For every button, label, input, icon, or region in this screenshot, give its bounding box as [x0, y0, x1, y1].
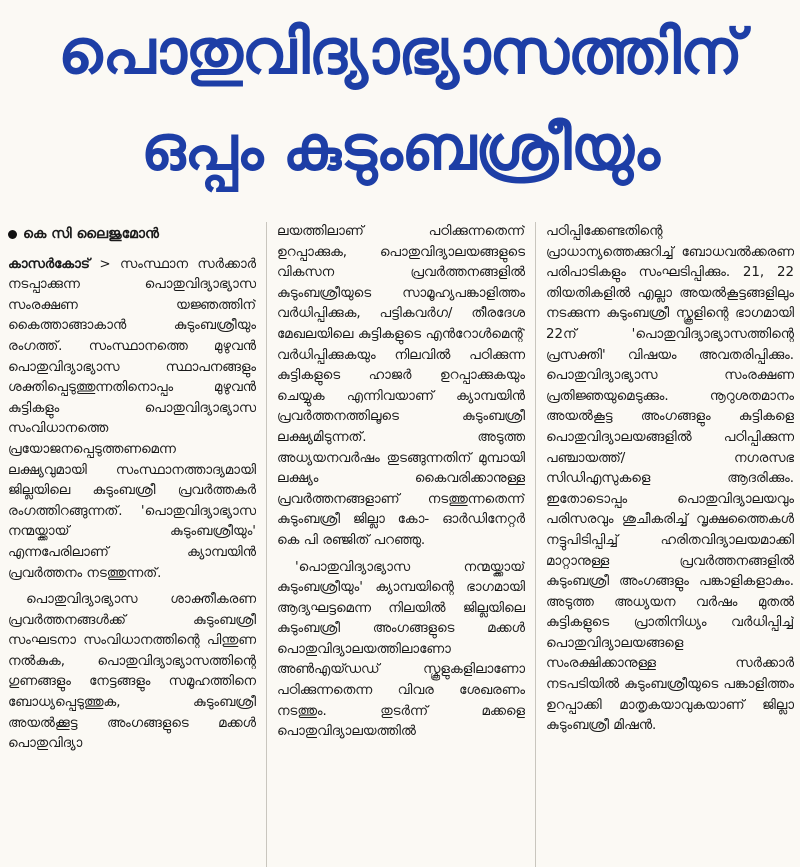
paragraph: [8, 255, 256, 585]
dateline-marker: >: [99, 256, 111, 272]
author-name: കെ സി ലൈജുമോൻ: [23, 226, 159, 242]
column-2: [277, 222, 525, 867]
column-divider: [535, 222, 536, 867]
headline-line-1: പൊതുവിദ്യാഭ്യാസത്തിന്: [58, 15, 742, 88]
paragraph: ലയത്തിലാണ് പഠിക്കുന്നതെന്ന് ഉറപ്പാക്കുക, പൊതുവിദ്യാലയങ്ങളുടെ വികസന പ്രവർത്തനങ്ങളിൽ കുടുംബശ്രീയുടെ സാമൂഹ്യപങ്കാളിത്തം വർധിപ്പിക്കുക, പട്ടികവർഗ/ തീരദേശ മേഖലയിലെ കുട്ടികളുടെ എൻറോൾമെന്റ് വർധിപ്പിക്കുകയും നിലവിൽ പഠിക്കുന്ന കുട്ടികളുടെ ഹാജർ ഉറപ്പാക്കുകയും ചെയ്യുക എന്നിവയാണ് ക്യാമ്പയിൻ പ്രവർത്തനത്തിലൂടെ കുടുംബശ്രീ ലക്ഷ്യമിടുന്നത്. അടുത്ത അധ്യയനവർഷം തുടങ്ങുന്നതിന് മുമ്പായി ലക്ഷ്യം കൈവരിക്കാനുള്ള പ്രവർത്തനങ്ങളാണ് നടത്തുന്നതെന്ന് കുടുംബശ്രീ ജില്ലാ കോ- ഓർഡിനേറ്റർ കെ പി രഞ്ജിത് പറഞ്ഞു.: [277, 224, 525, 548]
paragraph: പഠിപ്പിക്കേണ്ടതിന്റെ പ്രാധാന്യത്തെക്കുറിച്ച് ബോധവൽക്കരണ പരിപാടികളും സംഘടിപ്പിക്കും. 21, 22 തിയതികളിൽ എല്ലാ അയൽകൂട്ടങ്ങളിലും നടക്കുന്ന കുടുംബശ്രീ സ്കൂളിന്റെ ഭാഗമായി 22ന് 'പൊതുവിദ്യാഭ്യാസത്തിന്റെ പ്രസക്തി' വിഷയം അവതരിപ്പിക്കും. പൊതുവിദ്യാഭ്യാസ സംരക്ഷണ പ്രതിജ്ഞയുമെടുക്കും. നൂറുശതമാനം അയൽകൂട്ട അംഗങ്ങളും കുട്ടികളെ പൊതുവിദ്യാലയങ്ങളിൽ പഠിപ്പിക്കുന്ന പഞ്ചായത്ത്/ നഗരസഭ സിഡിഎസുകളെ ആദരിക്കും. ഇതോടൊപ്പം പൊതുവിദ്യാലയവും പരിസരവും ശുചീകരിച്ച് വൃക്ഷത്തൈകൾ നട്ടുപിടിപ്പിച്ച് ഹരിതവിദ്യാലയമാക്കി മാറ്റാനുള്ള പ്രവർത്തനങ്ങളിൽ കുടുംബശ്രീ അംഗങ്ങളും പങ്കാളികളാകും. അടുത്ത അധ്യയന വർഷം മുതൽ കുട്ടികളുടെ പ്രാതിനിധ്യം വർധിപ്പിച്ച് പൊതുവിദ്യാലയങ്ങളെ സംരക്ഷിക്കാനുള്ള സർക്കാർ നടപടിയിൽ കുടുംബശ്രീയുടെ പങ്കാളിത്തം ഉറപ്പാക്കി മാതൃകയാവുകയാണ് ജില്ലാ കുടുംബശ്രീ മിഷൻ.: [546, 224, 794, 734]
headline: [8, 4, 792, 202]
headline-line-2: ഒപ്പം കുടുംബശ്രീയും: [141, 111, 659, 184]
paragraph-text: സംസ്ഥാന സർക്കാർ നടപ്പാക്കുന്ന പൊതുവിദ്യാഭ്യാസ സംരക്ഷണ യജ്ഞത്തിന് കൈത്താങ്ങാകാൻ കുടുംബശ്രീയും രംഗത്ത്. സംസ്ഥാനത്തെ മുഴുവൻ പൊതുവിദ്യാഭ്യാസ സ്ഥാപനങ്ങളും ശക്തിപ്പെടുത്തുന്നതിനൊപ്പം മുഴുവൻ കുട്ടികളും പൊതുവിദ്യാഭ്യാസ സംവിധാനത്തെ പ്രയോജനപ്പെടുത്തണമെന്ന ലക്ഷ്യവുമായി സംസ്ഥാനത്താദ്യമായി ജില്ലയിലെ കുടുംബശ്രീ പ്രവർത്തകർ രംഗത്തിറങ്ങുന്നത്. 'പൊതുവിദ്യാഭ്യാസ നന്മയ്ക്കായ് കുടുംബശ്രീയും' എന്നപേരിലാണ് ക്യാമ്പയിൻ പ്രവർത്തനം നടത്തുന്നത്.: [8, 256, 256, 581]
column-3: [546, 222, 794, 867]
bullet-dot-icon: [8, 230, 17, 239]
article-body: [8, 222, 794, 867]
column-divider: [266, 222, 267, 867]
column-1: [8, 222, 256, 867]
paragraph: 'പൊതുവിദ്യാഭ്യാസ നന്മയ്ക്കായ് കുടുംബശ്രീയും' ക്യാമ്പയിന്റെ ഭാഗമായി ആദ്യഘട്ടമെന്ന നിലയിൽ ജില്ലയിലെ കുടുംബശ്രീ അംഗങ്ങളുടെ മക്കൾ പൊതുവിദ്യാലയത്തിലാണോ അൺഎയ്ഡഡ് സ്കൂളുകളിലാണോ പഠിക്കുന്നതെന്ന വിവര ശേഖരണം നടത്തും. തുടർന്ന് മക്കളെ പൊതുവിദ്യാലയത്തിൽ: [277, 559, 525, 740]
byline: [8, 224, 256, 245]
dateline: കാസർകോട്: [8, 256, 90, 272]
paragraph: പൊതുവിദ്യാഭ്യാസ ശാക്തീകരണ പ്രവർത്തനങ്ങൾക്ക് കുടുംബശ്രീ സംഘടനാ സംവിധാനത്തിന്റെ പിന്തുണ നൽകുക, പൊതുവിദ്യാഭ്യാസത്തിന്റെ ഗുണങ്ങളും നേട്ടങ്ങളും സമൂഹത്തിനെ ബോധ്യപ്പെടുത്തുക, കുടുംബശ്രീ അയൽക്കൂട്ട അംഗങ്ങളുടെ മക്കൾ പൊതുവിദ്യാ: [8, 592, 256, 752]
